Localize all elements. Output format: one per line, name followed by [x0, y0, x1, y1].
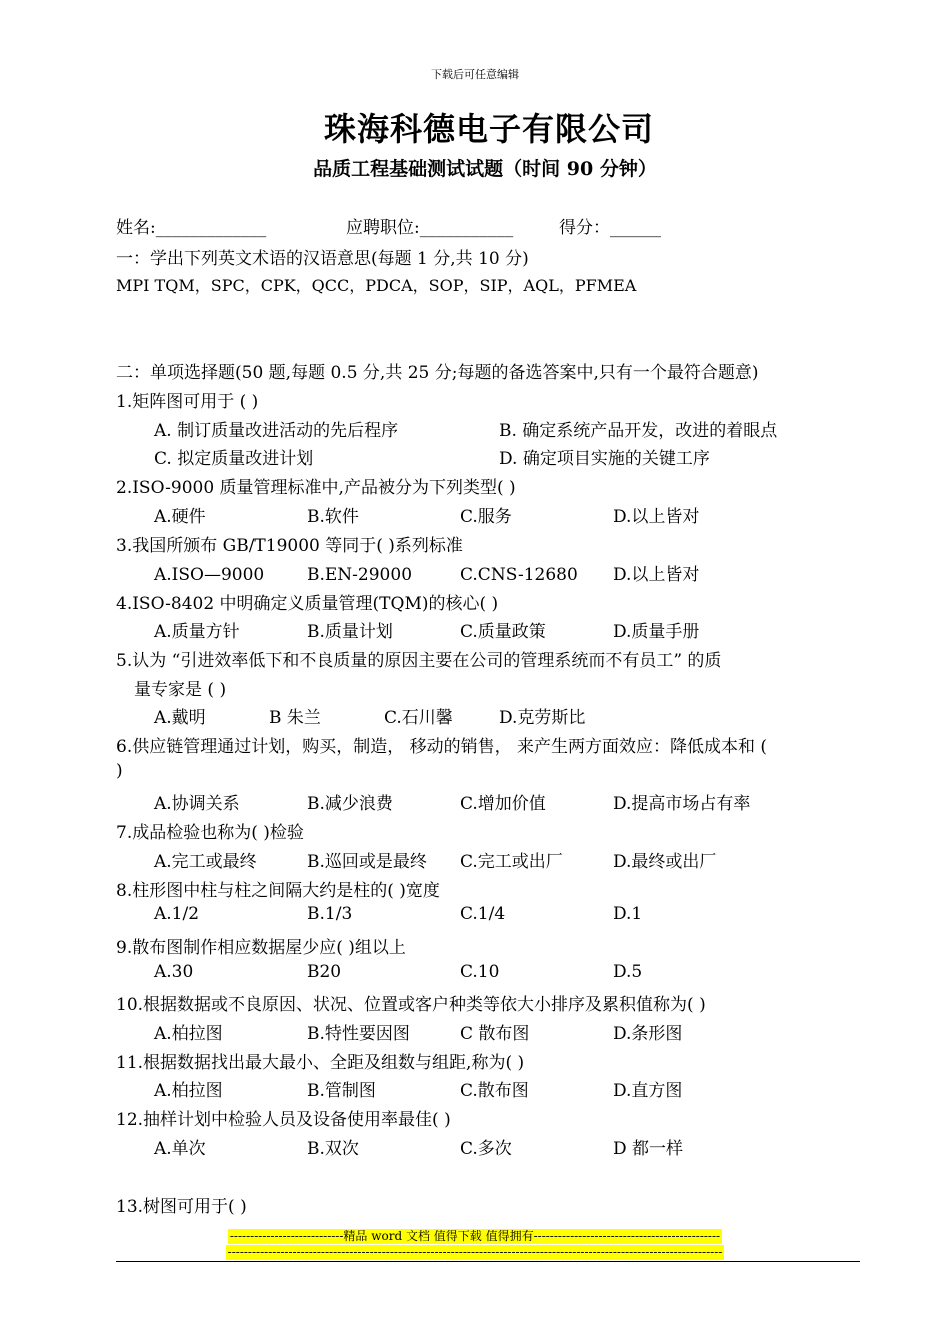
question-8: 8.柱形图中柱与柱之间隔大约是柱的( )宽度 — [116, 881, 440, 901]
footer-banner-text1: ----------------------------精品 word 文档 值得下载 值得拥有---------------------------------------------- — [229, 1229, 721, 1243]
question-5-continued: 量专家是 ( ) — [134, 680, 227, 700]
option-c: C.多次 — [460, 1139, 512, 1159]
question-2-options — [154, 502, 699, 527]
question-5: 5.认为 “引进效率低下和不良质量的原因主要在公司的管理系统而不有员工” 的质 — [116, 651, 722, 671]
name-field: 姓名:_____________ — [116, 218, 267, 238]
option-d: D.质量手册 — [613, 622, 700, 642]
option-b: B.管制图 — [307, 1081, 376, 1101]
option-b: B. 确定系统产品开发，改进的着眼点 — [499, 421, 778, 441]
option-b: B.减少浪费 — [307, 794, 393, 814]
question-3-options — [154, 560, 699, 585]
footer-rule — [116, 1261, 860, 1262]
option-a: A.1/2 — [154, 904, 200, 924]
option-c: C.CNS-12680 — [460, 565, 578, 585]
option-d: D.以上皆对 — [613, 565, 700, 585]
option-b: B.EN-29000 — [307, 565, 413, 585]
question-4-options — [154, 617, 699, 642]
option-a: A.质量方针 — [154, 622, 240, 642]
header-note: 下载后可任意编辑 — [431, 68, 519, 81]
option-b: B 朱兰 — [269, 708, 321, 728]
option-a: A. 制订质量改进活动的先后程序 — [154, 421, 399, 441]
option-d: D.条形图 — [613, 1024, 683, 1044]
option-c: C.散布图 — [460, 1081, 529, 1101]
section1-heading: 一：学出下列英文术语的汉语意思(每题 1 分,共 10 分) — [116, 249, 529, 269]
option-d: D.5 — [613, 962, 643, 982]
option-a: A.ISO—9000 — [154, 565, 265, 585]
option-a: A.单次 — [154, 1139, 206, 1159]
option-b: B.1/3 — [307, 904, 353, 924]
question-11-options — [154, 1076, 682, 1101]
footer-banner-line1 — [0, 1229, 950, 1244]
question-1-options-row1 — [154, 416, 777, 441]
option-a: A.完工或最终 — [154, 852, 257, 872]
option-b: B20 — [307, 962, 342, 982]
option-d: D.最终或出厂 — [613, 852, 717, 872]
section1-terms: MPI TQM，SPC，CPK，QCC，PDCA，SOP，SIP，AQL，PFMEA — [116, 276, 637, 295]
footer-banner-text2: -------------------------------------------------------------------------------------------------------------------------- — [227, 1245, 723, 1259]
option-d: D.直方图 — [613, 1081, 683, 1101]
question-6: 6.供应链管理通过计划，购买，制造， 移动的销售， 来产生两方面效应：降低成本和 ( — [116, 737, 768, 757]
question-7: 7.成品检验也称为( )检验 — [116, 823, 304, 843]
company-title: 珠海科德电子有限公司 — [323, 110, 654, 148]
option-b: B.巡回或是最终 — [307, 852, 427, 872]
option-b: B.质量计划 — [307, 622, 393, 642]
option-b: B.特性要因图 — [307, 1024, 410, 1044]
option-d: D.1 — [613, 904, 643, 924]
question-10-options — [154, 1019, 682, 1044]
question-7-options — [154, 847, 716, 872]
question-9-options — [154, 962, 642, 982]
candidate-fields — [116, 213, 661, 238]
option-a: A.柏拉图 — [154, 1024, 223, 1044]
question-12-options — [154, 1134, 683, 1159]
option-d: D 都一样 — [613, 1139, 684, 1159]
option-c: C.增加价值 — [460, 794, 546, 814]
option-d: D.以上皆对 — [613, 507, 700, 527]
section2-heading: 二：单项选择题(50 题,每题 0.5 分,共 25 分;每题的备选答案中,只有一个最符合题意) — [116, 363, 759, 383]
option-c: C.1/4 — [460, 904, 506, 924]
position-field: 应聘职位:___________ — [346, 218, 514, 238]
option-a: A.协调关系 — [154, 794, 240, 814]
option-c: C 散布图 — [460, 1024, 530, 1044]
question-4: 4.ISO-8402 中明确定义质量管理(TQM)的核心( ) — [116, 594, 499, 614]
option-a: A.戴明 — [154, 708, 206, 728]
option-d: D.提高市场占有率 — [613, 794, 751, 814]
option-b: B.双次 — [307, 1139, 359, 1159]
option-c: C.石川馨 — [384, 708, 453, 728]
option-c: C.质量政策 — [460, 622, 546, 642]
option-a: A.柏拉图 — [154, 1081, 223, 1101]
question-8-options — [154, 904, 642, 924]
question-1: 1.矩阵图可用于 ( ) — [116, 392, 259, 412]
question-6-continued: ) — [116, 761, 123, 781]
option-d: D.克劳斯比 — [499, 708, 586, 728]
option-c: C.10 — [460, 962, 500, 982]
option-c: C.服务 — [460, 507, 512, 527]
question-12: 12.抽样计划中检验人员及设备使用率最佳( ) — [116, 1110, 451, 1130]
option-c: C. 拟定质量改进计划 — [154, 449, 314, 469]
question-6-options — [154, 789, 750, 814]
question-10: 10.根据数据或不良原因、状况、位置或客户种类等依大小排序及累积值称为( ) — [116, 995, 706, 1015]
option-b: B.软件 — [307, 507, 359, 527]
question-11: 11.根据数据找出最大最小、全距及组数与组距,称为( ) — [116, 1053, 525, 1073]
option-a: A.30 — [154, 962, 194, 982]
score-field: 得分：______ — [559, 218, 661, 238]
question-13: 13.树图可用于( ) — [116, 1197, 247, 1217]
question-2: 2.ISO-9000 质量管理标准中,产品被分为下列类型( ) — [116, 478, 516, 498]
exam-subtitle: 品质工程基础测试试题（时间 90 分钟） — [313, 158, 657, 180]
question-9: 9.散布图制作相应数据屋少应( )组以上 — [116, 938, 406, 958]
option-d: D. 确定项目实施的关键工序 — [499, 449, 710, 469]
option-c: C.完工或出厂 — [460, 852, 563, 872]
footer-banner-line2 — [0, 1245, 950, 1260]
question-3: 3.我国所颁布 GB/T19000 等同于( )系列标准 — [116, 536, 463, 556]
question-5-options — [154, 703, 585, 728]
question-1-options-row2 — [154, 444, 710, 469]
option-a: A.硬件 — [154, 507, 206, 527]
